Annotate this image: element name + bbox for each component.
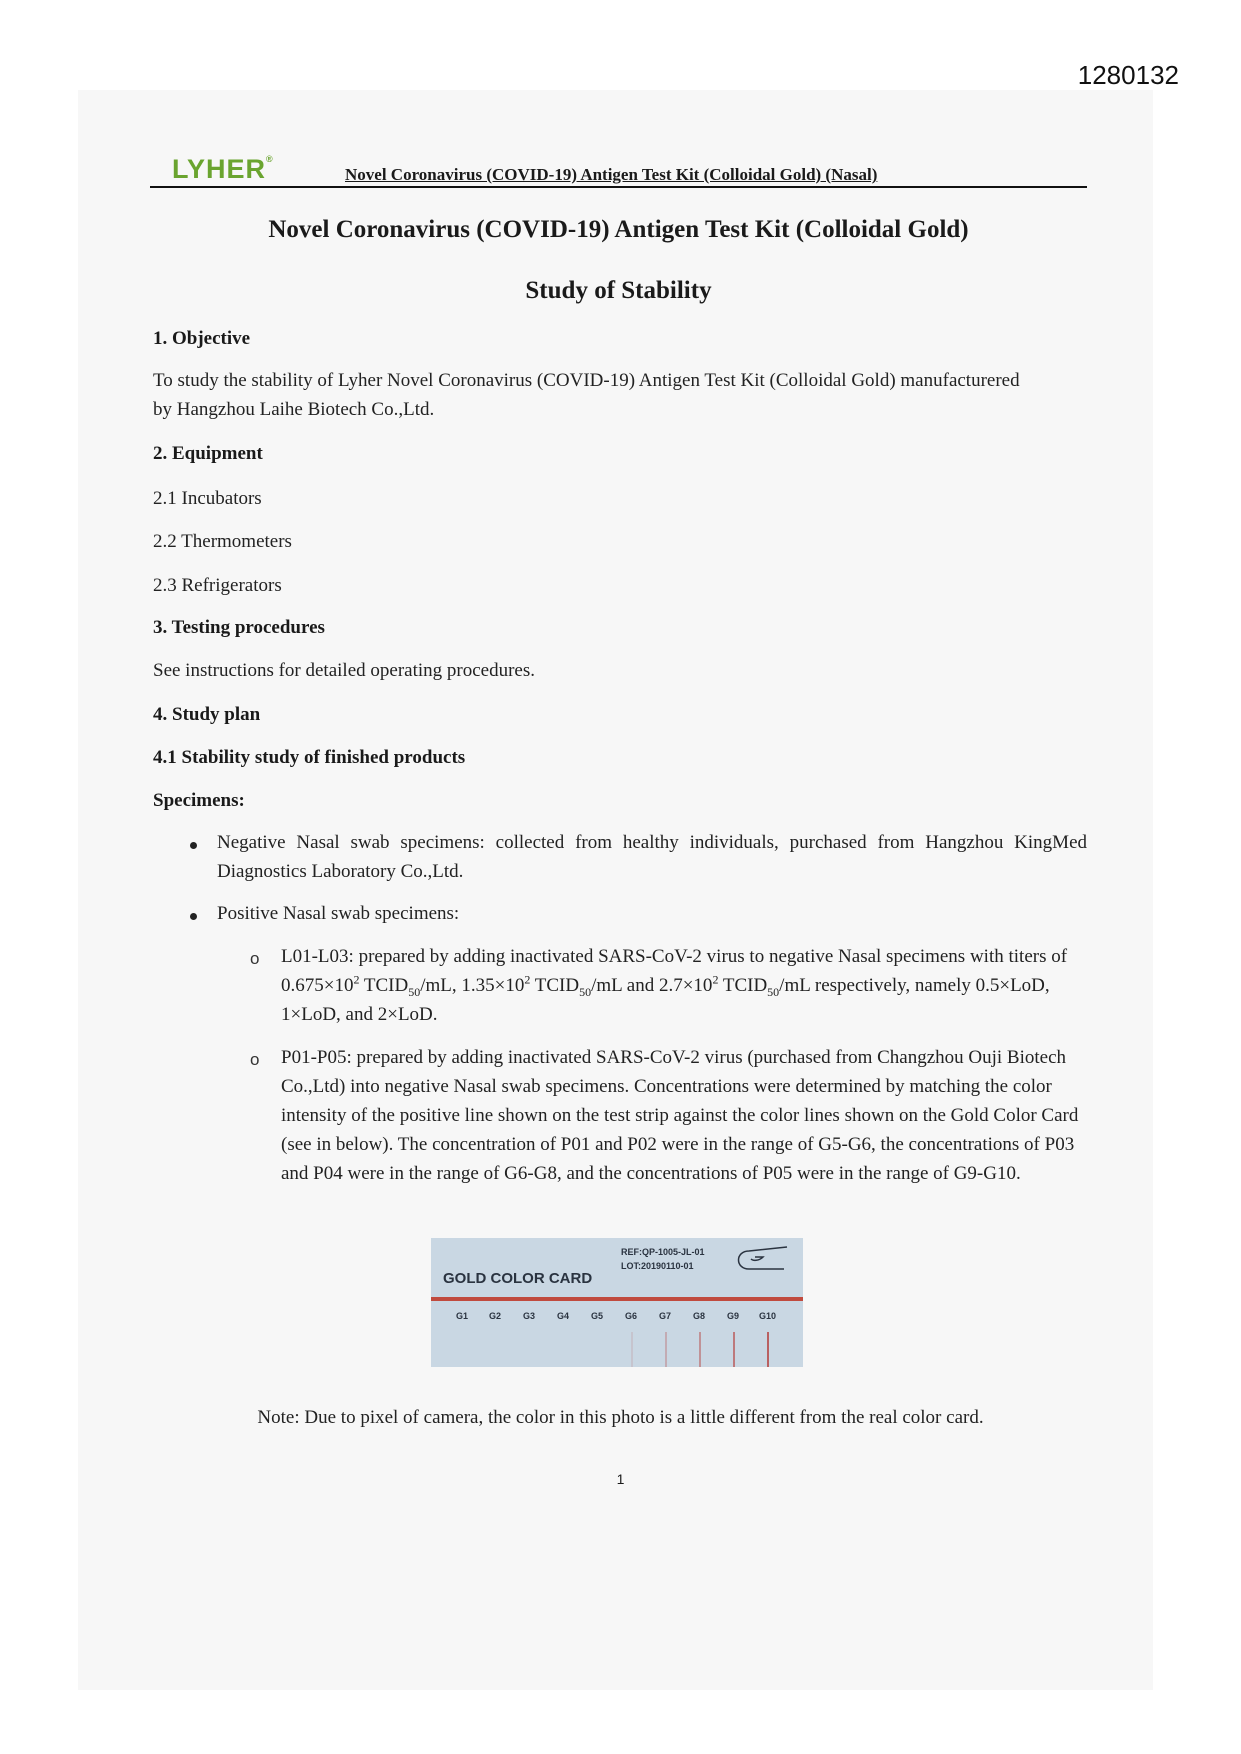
document-subtitle: Study of Stability	[525, 277, 712, 304]
handwritten-mark-icon	[729, 1243, 791, 1273]
grade-label: G3	[523, 1311, 536, 1321]
testing-heading: 3. Testing procedures	[153, 617, 325, 638]
equipment-item: 2.2 Thermometers	[153, 531, 292, 552]
color-strip	[767, 1332, 769, 1367]
bullet-icon	[190, 842, 197, 849]
gold-color-card-photo	[431, 1238, 803, 1367]
bullet-icon	[190, 913, 197, 920]
header-title: Novel Coronavirus (COVID-19) Antigen Test Kit (Colloidal Gold) (Nasal)	[345, 165, 878, 184]
color-strip	[665, 1332, 667, 1367]
logo-text: LYHER	[172, 154, 267, 184]
card-lot: LOT:20190110-01	[621, 1261, 694, 1271]
card-title: GOLD COLOR CARD	[443, 1270, 593, 1287]
color-strip	[631, 1332, 633, 1367]
page-number: 1	[616, 1471, 625, 1487]
study-plan-heading: 4. Study plan	[153, 704, 261, 725]
sub-bullet-icon: o	[250, 949, 260, 968]
grade-label: G9	[727, 1311, 740, 1321]
color-strip	[699, 1332, 701, 1367]
card-red-line	[431, 1297, 803, 1301]
p-specimens-text: P01-P05: prepared by adding inactivated SARS-CoV-2 virus (purchased from Changzhou Ouji Biotech Co.,Ltd) into negative Nasal swab specimens. Concentrations were determined by matching the color intensity of the positive line shown on the test strip against the color lines shown on the Gold Color Card (see in below). The concentration of P01 and P02 were in the range of G5-G6, the concentrations of P03 and P04 were in the range of G6-G8, and the concentrations of P05 were in the range of G9-G10.	[281, 1047, 1079, 1184]
objective-heading: 1. Objective	[153, 328, 251, 349]
card-ref: REF:QP-1005-JL-01	[621, 1247, 705, 1257]
sub-bullet-icon: o	[250, 1050, 260, 1069]
grade-label: G5	[591, 1311, 604, 1321]
equipment-item: 2.3 Refrigerators	[153, 575, 282, 596]
document-title: Novel Coronavirus (COVID-19) Antigen Test Kit (Colloidal Gold)	[268, 216, 969, 243]
lyher-logo	[172, 154, 274, 185]
grade-label: G6	[625, 1311, 638, 1321]
positive-specimens-text: Positive Nasal swab specimens:	[217, 903, 460, 924]
finished-products-heading: 4.1 Stability study of finished products	[153, 747, 466, 768]
running-header	[150, 152, 1087, 188]
negative-specimens-text: Negative Nasal swab specimens: collected from healthy individuals, purchased from Hangzhou KingMed Diagnostics Laboratory Co.,Ltd.	[217, 832, 1087, 882]
registered-mark: ®	[266, 154, 274, 164]
objective-text: To study the stability of Lyher Novel Coronavirus (COVID-19) Antigen Test Kit (Colloidal Gold) manufacturered by Hangzhou Laihe Biotech Co.,Ltd.	[153, 370, 1020, 420]
grade-label: G10	[759, 1311, 777, 1321]
color-strip	[733, 1332, 735, 1367]
grade-label: G2	[489, 1311, 502, 1321]
grade-label: G4	[557, 1311, 570, 1321]
l-specimens-text: L01-L03: prepared by adding inactivated SARS-CoV-2 virus to negative Nasal specimens with titers of $0.675\times 10^2$ $TCID_{50}/mL$, $1.35\times 10^2$ $TCID_{50}/mL$ and $2.7\times 10^2$ $TCID_{50}/mL$ respectively, namely 0.5×LoD, 1×LoD, and 2×LoD.	[281, 946, 1068, 1025]
card-note: Note: Due to pixel of camera, the color in this photo is a little different from the real color card.	[257, 1407, 984, 1428]
grade-label: G1	[456, 1311, 469, 1321]
testing-text: See instructions for detailed operating procedures.	[153, 660, 535, 681]
grade-label: G7	[659, 1311, 672, 1321]
equipment-heading: 2. Equipment	[153, 443, 263, 464]
equipment-item: 2.1 Incubators	[153, 488, 262, 509]
specimens-heading: Specimens:	[153, 790, 245, 811]
grade-label: G8	[693, 1311, 706, 1321]
document-id: 1280132	[1077, 60, 1179, 90]
